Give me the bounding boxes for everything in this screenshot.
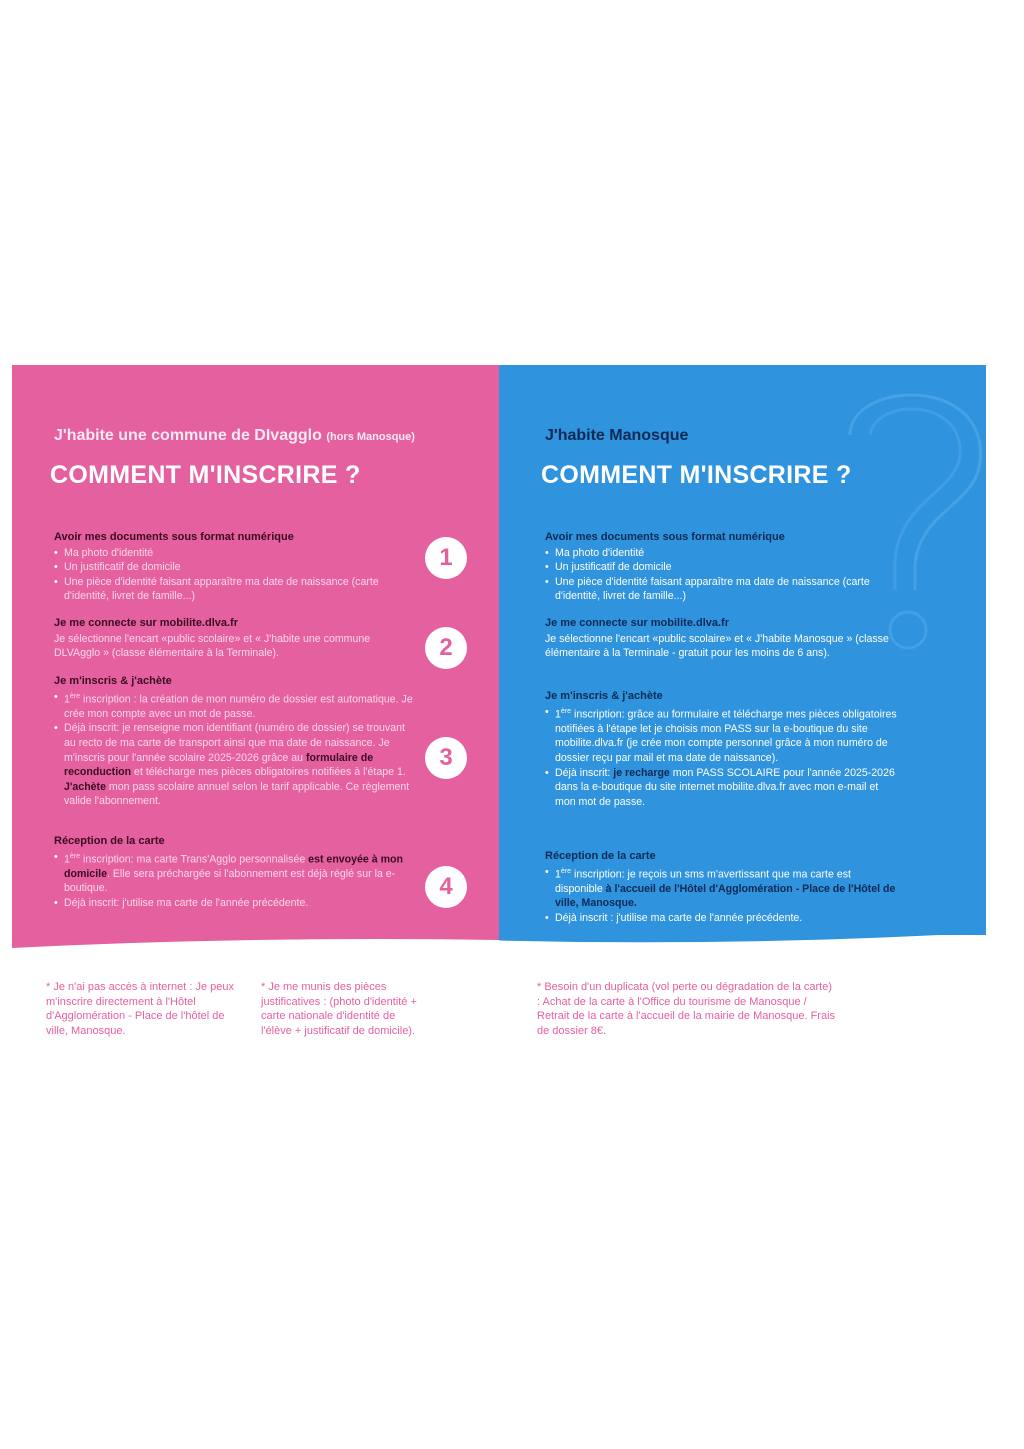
left-step-3	[54, 674, 414, 809]
item-bold: formulaire de reconduction	[64, 751, 374, 779]
ordinal: 1	[555, 868, 561, 881]
item-text-end: mon PASS SCOLAIRE pour l'année 2025-2026 dans la e-boutique du site internet mobilite.dlva.fr avec mon e-mail et mon mot de passe.	[555, 766, 895, 808]
item-text: Déjà inscrit: je renseigne mon identifiant (numéro de dossier) se trouvant au recto de ma carte de transport ainsi que ma date de naissance. Je m'inscris pour l'année scolaire 2025-2026 grâce au	[64, 722, 405, 764]
list-item: • Une pièce d'identité faisant apparaître ma date de naissance (carte d'identité, livret de famille...)	[64, 575, 414, 604]
left-step-4	[54, 834, 414, 911]
left-step-1-heading: Avoir mes documents sous format numérique	[54, 531, 294, 543]
list-item	[64, 690, 414, 722]
list-item	[64, 850, 414, 896]
ordinal-suffix: ère	[560, 867, 572, 875]
right-title: COMMENT M'INSCRIRE ?	[541, 461, 852, 489]
left-pretitle-text: J'habite une commune de DIvagglo	[54, 427, 322, 444]
item-bold: est envoyée à mon domicile	[64, 853, 403, 880]
item-bold: je recharge	[613, 766, 670, 779]
right-step-2-heading: Je me connecte sur mobilite.dlva.fr	[545, 617, 730, 629]
left-step-4-list	[54, 850, 414, 911]
buy-bold: J'achète	[64, 780, 106, 793]
list-item: • Ma photo d'identité	[64, 546, 414, 561]
list-item: • Déjà inscrit: j'utilise ma carte de l'année précédente.	[64, 896, 414, 911]
left-step-2	[54, 616, 414, 661]
left-step-1-list	[54, 546, 414, 604]
list-item	[64, 721, 414, 779]
right-step-4	[545, 849, 900, 926]
left-step-4-heading: Réception de la carte	[54, 835, 165, 847]
list-item	[555, 766, 900, 810]
left-panel	[12, 365, 499, 935]
ordinal-suffix: ère	[69, 852, 81, 860]
item-text: inscription: ma carte Trans'Agglo personnalisée	[80, 853, 309, 866]
buy-text: mon pass scolaire annuel selon le tarif applicable. Ce règlement valide l'abonnement.	[64, 780, 410, 808]
left-step-3-heading: Je m'inscris & j'achète	[54, 675, 172, 687]
right-step-4-heading: Réception de la carte	[545, 850, 656, 862]
item-text-end: et télécharge mes pièces obligatoires notifiées à l'étape 1.	[131, 766, 406, 779]
list-item	[555, 705, 900, 766]
list-item: • Une pièce d'identité faisant apparaître ma date de naissance (carte d'identité, livret de famille...)	[555, 575, 900, 604]
list-item: • Un justificatif de domicile	[64, 560, 414, 575]
item-text-end: . Elle sera préchargée si l'abonnement est déjà réglé sur la e-boutique.	[64, 867, 396, 895]
ordinal: 1	[555, 708, 561, 721]
list-item: • Déjà inscrit : j'utilise ma carte de l'année précédente.	[555, 911, 900, 926]
right-step-3-heading: Je m'inscris & j'achète	[545, 690, 663, 702]
item-bold: à l'accueil de l'Hôtel d'Agglomération - Place de l'Hôtel de ville, Manosque.	[555, 882, 896, 910]
left-pretitle-small: (hors Manosque)	[326, 431, 415, 443]
ordinal-suffix: ère	[560, 707, 572, 715]
list-item	[555, 865, 900, 911]
left-title: COMMENT M'INSCRIRE ?	[50, 461, 361, 489]
ordinal: 1	[64, 853, 70, 866]
step-number-4: 4	[425, 866, 467, 908]
left-step-3-buy	[54, 780, 414, 809]
step-number-1: 1	[425, 537, 467, 579]
left-step-1	[54, 530, 414, 604]
right-step-2-text: Je sélectionne l'encart «public scolaire» et « J'habite Manosque » (classe élémentaire à la Terminale - gratuit pour les moins de 6 ans).	[545, 632, 889, 660]
item-text: Déjà inscrit:	[555, 766, 614, 779]
question-mark-decoration	[830, 375, 990, 665]
left-pretitle	[54, 427, 415, 445]
left-step-2-heading: Je me connecte sur mobilite.dlva.fr	[54, 617, 239, 629]
item-text: inscription: grâce au formulaire et télécharge mes pièces obligatoires notifiées à l'étape let je choisis mon PASS sur la e-boutique du site mobilite.dlva.fr (je crée mon compte personnel grâce à mon numéro de dossier reçu par mail et ma date de naissance).	[555, 708, 897, 764]
item-text: inscription : la création de mon numéro de dossier est automatique. Je crée mon compte avec un mot de passe.	[64, 693, 413, 720]
right-step-1-heading: Avoir mes documents sous format numérique	[545, 531, 785, 543]
left-step-3-list	[54, 690, 414, 780]
ordinal: 1	[64, 693, 70, 706]
left-step-2-text: Je sélectionne l'encart «public scolaire» et « J'habite une commune DLVAgglo » (classe élémentaire à la Terminale).	[54, 632, 371, 660]
ordinal-suffix: ère	[69, 692, 81, 700]
step-number-2: 2	[425, 627, 467, 669]
list-item: • Un justificatif de domicile	[555, 560, 900, 575]
right-pretitle: J'habite Manosque	[545, 427, 689, 444]
right-step-4-list	[545, 865, 900, 926]
panel-wave-edge	[12, 926, 986, 956]
list-item: • Ma photo d'identité	[555, 546, 900, 561]
footnote-3: * Besoin d'un duplicata (vol perte ou dégradation de la carte) : Achat de la carte à l'Office du tourisme de Manosque / Retrait de la carte à l'accueil de la mairie de Manosque. Frais de dossier 8€.	[537, 981, 836, 1037]
footnote-1: * Je n'ai pas accès à internet : Je peux m'inscrire directement à l'Hôtel d'Agglomération - Place de l'hôtel de ville, Manosque.	[46, 981, 234, 1037]
footnote-2: * Je me munis des pièces justificatives : (photo d'identité + carte nationale d'identité de l'élève + justificatif de domicile).	[261, 981, 417, 1037]
right-step-3	[545, 689, 900, 809]
step-number-3: 3	[425, 737, 467, 779]
right-step-3-list	[545, 705, 900, 810]
item-text: inscription: je reçois un sms m'avertissant que ma carte est disponible	[555, 868, 851, 895]
